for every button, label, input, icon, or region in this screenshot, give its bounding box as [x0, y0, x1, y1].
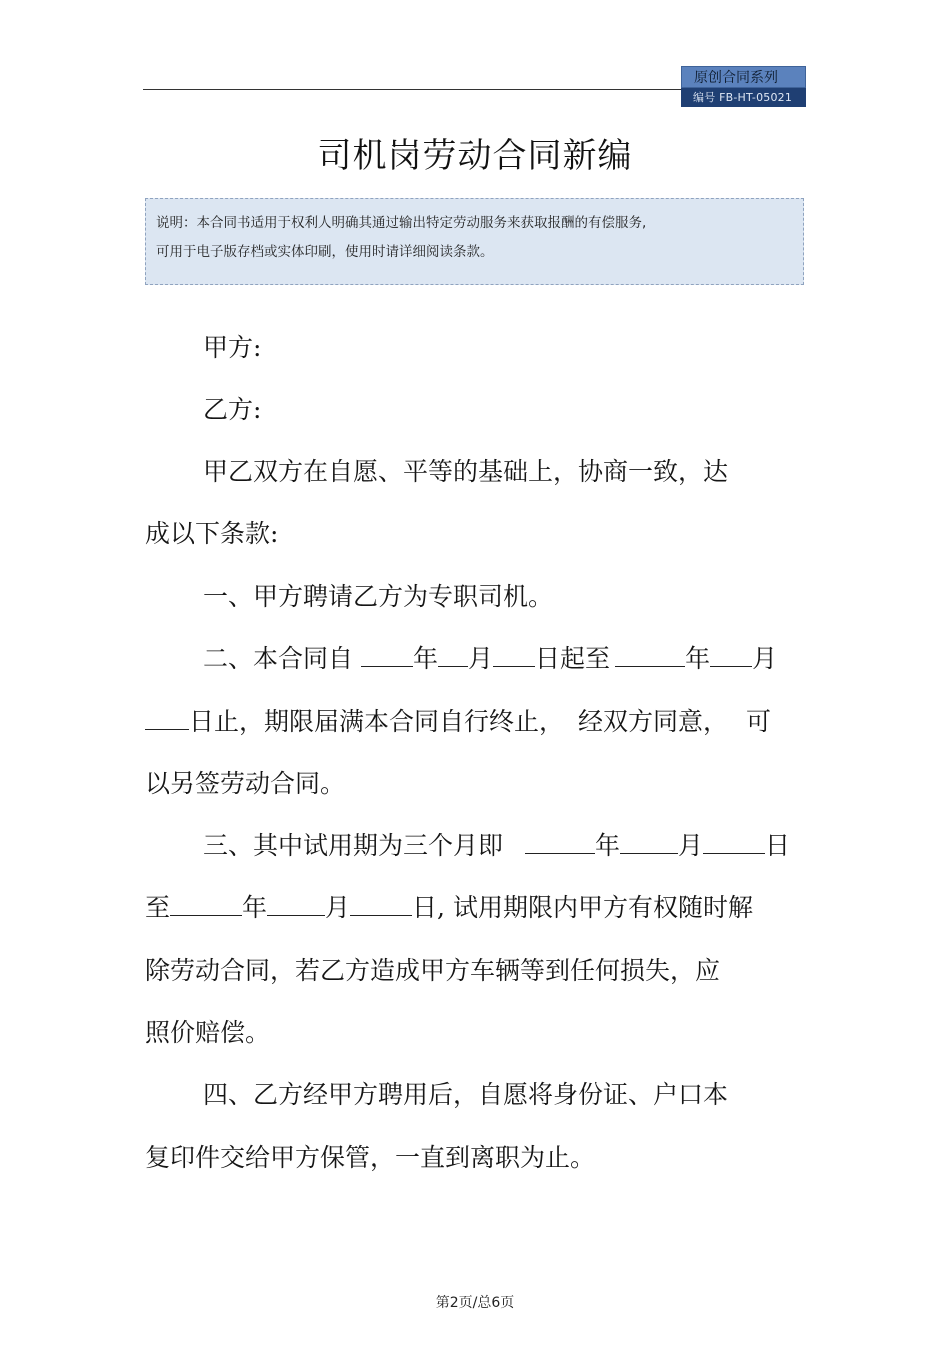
document-title: 司机岗劳动合同新编 — [317, 136, 633, 176]
end-month-blank — [710, 642, 752, 667]
end-year-blank — [615, 642, 685, 667]
party-b-label: 乙方: — [203, 395, 262, 424]
header-rule — [143, 89, 681, 90]
party-a-label: 甲方: — [203, 333, 262, 362]
clause-3-start-text: 三、其中试用期为三个月即 — [203, 831, 504, 860]
year-label: 年 — [413, 644, 439, 673]
start-year-blank — [361, 642, 413, 667]
trial-start-month-blank — [620, 829, 678, 854]
note-line-1: 说明：本合同书适用于权利人明确其通过输出特定劳动服务来获取报酬的有偿服务, — [156, 215, 647, 231]
year-label: 年 — [595, 831, 621, 860]
trial-start-day-blank — [703, 829, 765, 854]
year-label: 年 — [685, 644, 711, 673]
clause-2-line-3: 以另签劳动合同。 — [145, 769, 346, 798]
clause-2-start-text: 二、本合同自 — [203, 644, 354, 673]
end-day-blank — [145, 705, 189, 730]
trial-end-year-blank — [170, 891, 242, 916]
intro-line-1: 甲乙双方在自愿、平等的基础上，协商一致，达 — [203, 457, 729, 486]
trial-start-year-blank — [525, 829, 595, 854]
series-badge — [681, 66, 806, 107]
clause-2-consent-text: 经双方同意， — [578, 707, 729, 736]
trial-end-month-blank — [267, 891, 325, 916]
day-label: 日 — [765, 831, 791, 860]
clause-2-can-text: 可 — [746, 707, 772, 736]
note-line-2: 可用于电子版存档或实体印刷，使用时请详细阅读条款。 — [156, 244, 494, 260]
month-label: 月 — [678, 831, 704, 860]
year-label: 年 — [242, 893, 268, 922]
to-label: 至 — [145, 893, 171, 922]
clause-2-end-text: 日止，期限届满本合同自行终止， — [189, 707, 565, 736]
from-label: 日起至 — [535, 644, 611, 673]
clause-2-line-1 — [203, 642, 777, 676]
month-label: 月 — [325, 893, 351, 922]
clause-4-line-2: 复印件交给甲方保管，一直到离职为止。 — [145, 1143, 596, 1172]
month-label: 月 — [468, 644, 494, 673]
usage-note — [145, 198, 804, 285]
document-code: 编号 FB-HT-05021 — [681, 88, 806, 107]
clause-3-line-1 — [203, 829, 790, 863]
clause-1: 一、甲方聘请乙方为专职司机。 — [203, 582, 554, 611]
clause-4-line-1: 四、乙方经甲方聘用后，自愿将身份证、户口本 — [203, 1080, 729, 1109]
clause-3-line-3: 除劳动合同，若乙方造成甲方车辆等到任何损失，应 — [145, 956, 721, 985]
clause-3-line-4: 照价赔偿。 — [145, 1018, 271, 1047]
month-label: 月 — [752, 644, 778, 673]
clause-2-line-2 — [145, 705, 771, 739]
trial-end-day-blank — [350, 891, 412, 916]
page-number: 第2页/总6页 — [435, 1295, 515, 1311]
clause-3-middle-text: 日, 试用期限内甲方有权随时解 — [412, 893, 753, 922]
intro-line-2: 成以下条款: — [145, 519, 279, 548]
start-month-blank — [438, 642, 468, 667]
start-day-blank — [493, 642, 535, 667]
clause-3-line-2 — [145, 891, 753, 925]
series-title: 原创合同系列 — [681, 66, 806, 88]
